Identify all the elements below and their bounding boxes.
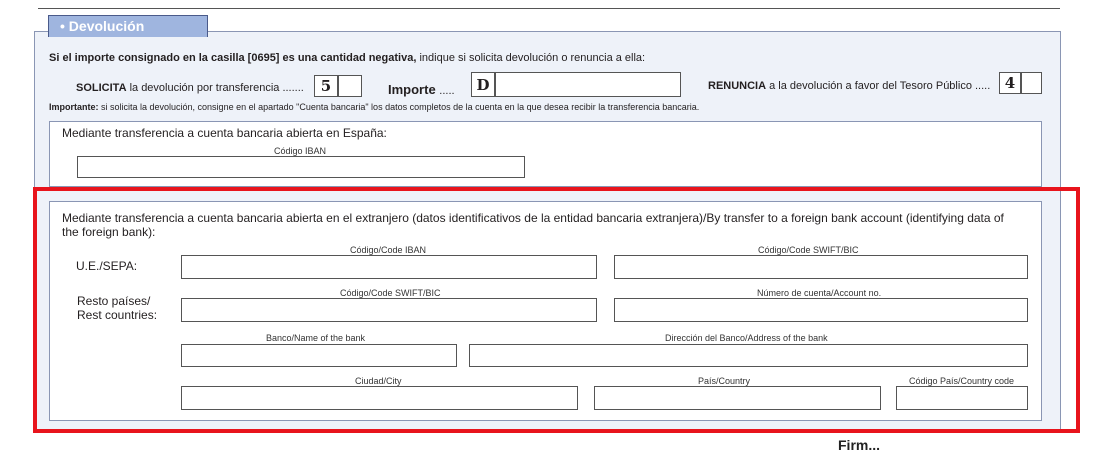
foreign-heading-line2: the foreign bank):	[62, 225, 156, 239]
solicita-code: 5	[320, 77, 332, 95]
renuncia-label	[708, 80, 990, 92]
importe-code: D	[476, 75, 490, 94]
spain-iban-input[interactable]	[77, 156, 525, 178]
negative-amount-bold: Si el importe consignado en la casilla [0695] es una cantidad negativa,	[49, 52, 417, 64]
bank-name-label: Banco/Name of the bank	[266, 333, 366, 343]
country-label: País/Country	[698, 376, 751, 386]
spain-iban-label: Código IBAN	[274, 146, 327, 156]
renuncia-bold: RENUNCIA	[708, 80, 767, 92]
footer-partial-heading: Firm...	[838, 437, 881, 453]
importante-note	[49, 102, 699, 112]
ue-swift-label: Código/Code SWIFT/BIC	[758, 245, 859, 255]
spain-heading: Mediante transferencia a cuenta bancaria abierta en España:	[62, 126, 387, 140]
top-rule	[38, 8, 1060, 9]
rest-countries-label-1: Resto países/	[77, 294, 151, 308]
footer-area	[34, 433, 1079, 468]
highlight-frame	[33, 187, 1080, 433]
foreign-heading-line1: Mediante transferencia a cuenta bancaria abierta en el extranjero (datos identificativos de la entidad bancaria extranjera)/By transfer to a foreign bank account (identifying data of	[62, 211, 1004, 225]
ue-iban-label: Código/Code IBAN	[350, 245, 427, 255]
rest-swift-label: Código/Code SWIFT/BIC	[340, 288, 441, 298]
solicita-label	[76, 82, 304, 94]
negative-amount-line	[49, 52, 645, 64]
city-label: Ciudad/City	[355, 376, 402, 386]
importe-code-box	[471, 72, 495, 97]
account-number-label: Número de cuenta/Account no.	[757, 288, 882, 298]
section-title: • Devolución	[60, 18, 145, 34]
bank-address-label: Dirección del Banco/Address of the bank	[665, 333, 828, 343]
importante-bold: Importante:	[49, 102, 99, 112]
section-title-text: Devolución	[68, 18, 145, 34]
importante-rest: si solicita la devolución, consigne en el apartado "Cuenta bancaria" los datos completos de la cuenta en la que desea recibir la transferencia bancaria.	[98, 102, 700, 112]
importe-label	[388, 82, 455, 97]
solicita-rest: la devolución por transferencia .......	[126, 82, 304, 94]
solicita-bold: SOLICITA	[76, 82, 127, 94]
importe-input[interactable]	[495, 72, 681, 97]
rest-countries-label-2: Rest countries:	[77, 308, 158, 322]
renuncia-code: 4	[1004, 74, 1016, 92]
ue-sepa-label: U.E./SEPA:	[76, 259, 138, 273]
importe-label-text: Importe	[388, 82, 436, 97]
solicita-code-box	[314, 75, 338, 97]
country-code-label: Código País/Country code	[909, 376, 1015, 386]
renuncia-code-box	[999, 72, 1021, 94]
renuncia-rest: a la devolución a favor del Tesoro Público .....	[766, 80, 991, 92]
negative-amount-rest: indique si solicita devolución o renuncia a ella:	[416, 52, 646, 64]
solicita-checkbox[interactable]	[338, 75, 362, 97]
importe-dots: .....	[439, 85, 455, 97]
renuncia-checkbox[interactable]	[1021, 72, 1042, 94]
